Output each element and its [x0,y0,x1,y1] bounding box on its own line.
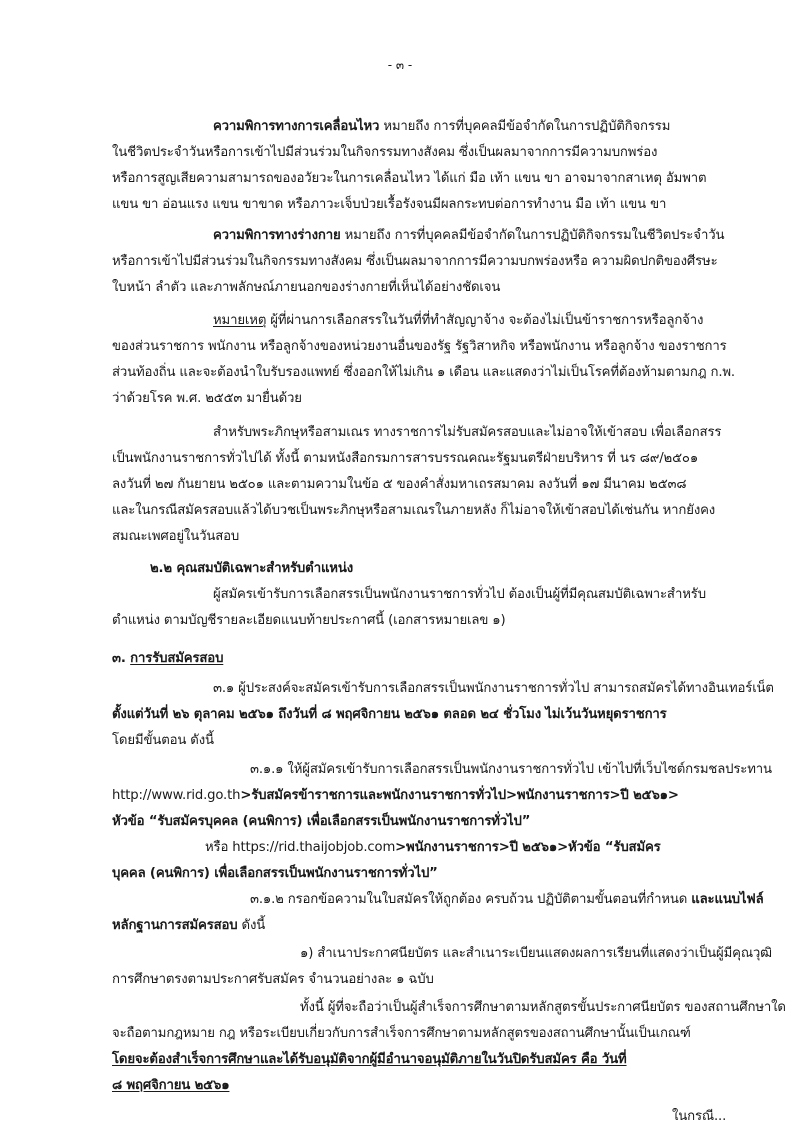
section-3-1-2-text: ๓.๑.๒ กรอกข้อความในใบสมัครให้ถูกต้อง ครบถ้วน ปฏิบัติตามขั้นตอนที่กำหนด [250,892,692,907]
physical-disability-line-3: ใบหน้า ลำตัว และภาพลักษณ์ภายนอกของร่างกายที่เห็นได้อย่างชัดเจน [112,280,501,295]
section-3-heading [112,650,223,668]
monks-line-2: เป็นพนักงานราชการทั่วไปได้ ทั้งนี้ ตามหนังสือกรมการสารบรรณคณะรัฐมนตรีฝ่ายบริหาร ที่ นร ๘๙/๒๕๐๑ [112,451,699,466]
section-2-2-heading: ๒.๒ คุณสมบัติเฉพาะสำหรับตำแหน่ง [150,561,354,576]
movement-disability-text-1: หมายถึง การที่บุคคลมีข้อจำกัดในการปฏิบัติกิจกรรม [379,119,671,134]
section-3-1-1-line-4 [205,839,661,857]
section-3-1-2-line-1 [250,891,764,909]
rid-website-path: >รับสมัครข้าราชการและพนักงานราชการทั่วไป>พนักงานราชการ>ปี ๒๕๖๑> [240,788,679,803]
section-3-1-2-evidence: หลักฐานการสมัครสอบ [112,918,238,933]
continued-marker: ในกรณี... [672,1109,727,1124]
section-3-1-2-line-2 [112,917,265,935]
section-3-1-1-line-2 [112,787,679,805]
section-2-2-line-1: ผู้สมัครเข้ารับการเลือกสรรเป็นพนักงานราชการทั่วไป ต้องเป็นผู้ที่มีคุณสมบัติเฉพาะสำหรับ [213,587,706,602]
note-line-4: ว่าด้วยโรค พ.ศ. ๒๕๕๓ มายื่นด้วย [112,391,302,406]
note-line-2: ของส่วนราชการ พนักงาน หรือลูกจ้างของหน่วยงานอื่นของรัฐ รัฐวิสาหกิจ หรือพนักงาน หรือลูกจ้าง ของราชการ [112,339,727,354]
graduation-deadline-line-1: โดยจะต้องสำเร็จการศึกษาและได้รับอนุมัติจากผู้มีอำนาจอนุมัติภายในวันปิดรับสมัคร คือ วันที่ [112,1052,627,1067]
graduation-note-line-2: จะถือตามกฎหมาย กฎ หรือระเบียบเกี่ยวกับการสำเร็จการศึกษาตามหลักสูตรของสถานศึกษานั้นเป็นเกณฑ์ [112,1026,691,1041]
section-3-title: การรับสมัครสอบ [130,651,224,666]
section-3-1-1-line-5: บุคคล (คนพิการ) เพื่อเลือกสรรเป็นพนักงานราชการทั่วไป” [112,866,438,881]
rid-website-link[interactable]: http://www.rid.go.th [112,788,241,803]
item-1-line-2: การศึกษาตรงตามประกาศรับสมัคร จำนวนอย่างละ ๑ ฉบับ [112,972,434,987]
thaijobjob-link[interactable]: หรือ https://rid.thaijobjob.com [205,840,396,855]
section-2-2-line-2: ตำแหน่ง ตามบัญชีรายละเอียดแนบท้ายประกาศนี้ (เอกสารหมายเลข ๑) [112,613,506,628]
note-text-1: ผู้ที่ผ่านการเลือกสรรในวันที่ที่ทำสัญญาจ้าง จะต้องไม่เป็นข้าราชการหรือลูกจ้าง [266,313,704,328]
section-3-1-1-line-3: หัวข้อ “รับสมัครบุคคล (คนพิการ) เพื่อเลือกสรรเป็นพนักงานราชการทั่วไป” [112,814,531,829]
physical-disability-text-1: หมายถึง การที่บุคคลมีข้อจำกัดในการปฏิบัติกิจกรรมในชีวิตประจำวัน [340,228,725,243]
note-line-3: ส่วนท้องถิ่น และจะต้องนำใบรับรองแพทย์ ซึ่งออกให้ไม่เกิน ๑ เดือน และแสดงว่าไม่เป็นโรคที่ต้องห้ามตามกฎ ก.พ. [112,365,735,380]
movement-disability-line-3: หรือการสูญเสียความสามารถของอวัยวะในการเคลื่อนไหว ได้แก่ มือ เท้า แขน ขา อาจมาจากสาเหตุ อัมพาต [112,171,707,186]
physical-disability-line-2: หรือการเข้าไปมีส่วนร่วมในกิจกรรมทางสังคม ซึ่งเป็นผลมาจากการมีความบกพร่องหรือ ความผิดปกติของศีรษะ [112,254,718,269]
section-3-1-line-3: โดยมีขั้นตอน ดังนี้ [112,733,214,748]
monks-line-4: และในกรณีสมัครสอบแล้วได้บวชเป็นพระภิกษุหรือสามเณรในภายหลัง ก็ไม่อาจให้เข้าสอบได้เช่นกัน หากยังคง [112,503,716,518]
note-line-1 [213,312,703,330]
note-label: หมายเหตุ [213,313,267,328]
thaijobjob-path: >พนักงานราชการ>ปี ๒๕๖๑>หัวข้อ “รับสมัคร [395,840,661,855]
section-3-1-2-attach: และแนบไฟล์ [691,892,764,907]
movement-disability-line-1 [213,118,670,136]
graduation-note-line-1: ทั้งนี้ ผู้ที่จะถือว่าเป็นผู้สำเร็จการศึกษาตามหลักสูตรขั้นประกาศนียบัตร ของสถานศึกษาใด [300,1000,786,1015]
monks-line-5: สมณะเพศอยู่ในวันสอบ [112,529,240,544]
graduation-deadline-line-2: ๘ พฤศจิกายน ๒๕๖๑ [112,1078,230,1093]
section-3-1-2-as-follows: ดังนี้ [237,918,266,933]
item-1-line-1: ๑) สำเนาประกาศนียบัตร และสำเนาระเบียนแสดงผลการเรียนที่แสดงว่าเป็นผู้มีคุณวุฒิ [300,946,772,961]
monks-line-1: สำหรับพระภิกษุหรือสามเณร ทางราชการไม่รับสมัครสอบและไม่อาจให้เข้าสอบ เพื่อเลือกสรร [213,425,722,440]
physical-disability-term: ความพิการทางร่างกาย [213,228,341,243]
physical-disability-line-1 [213,227,724,245]
movement-disability-term: ความพิการทางการเคลื่อนไหว [213,119,380,134]
monks-line-3: ลงวันที่ ๒๗ กันยายน ๒๕๐๑ และตามความในข้อ ๕ ของคำสั่งมหาเถรสมาคม ลงวันที่ ๑๗ มีนาคม ๒๕๓๘ [112,477,687,492]
section-3-1-line-1: ๓.๑ ผู้ประสงค์จะสมัครเข้ารับการเลือกสรรเป็นพนักงานราชการทั่วไป สามารถสมัครได้ทางอินเทอร์เน็ต [213,681,774,696]
section-3-1-1-line-1: ๓.๑.๑ ให้ผู้สมัครเข้ารับการเลือกสรรเป็นพนักงานราชการทั่วไป เข้าไปที่เว็บไซต์กรมชลประทาน [250,762,772,777]
movement-disability-line-2: ในชีวิตประจำวันหรือการเข้าไปมีส่วนร่วมในกิจกรรมทางสังคม ซึ่งเป็นผลมาจากการมีความบกพร่อง [112,145,658,160]
movement-disability-line-4: แขน ขา อ่อนแรง แขน ขาขาด หรือภาวะเจ็บป่วยเรื้อรังจนมีผลกระทบต่อการทำงาน มือ เท้า แขน ขา [112,197,667,212]
section-3-1-application-period: ตั้งแต่วันที่ ๒๖ ตุลาคม ๒๕๖๑ ถึงวันที่ ๘ พฤศจิกายน ๒๕๖๑ ตลอด ๒๔ ชั่วโมง ไม่เว้นวันหยุดราชการ [112,707,667,722]
page-number: - ๓ - [387,58,413,72]
section-3-number: ๓. [112,651,131,666]
